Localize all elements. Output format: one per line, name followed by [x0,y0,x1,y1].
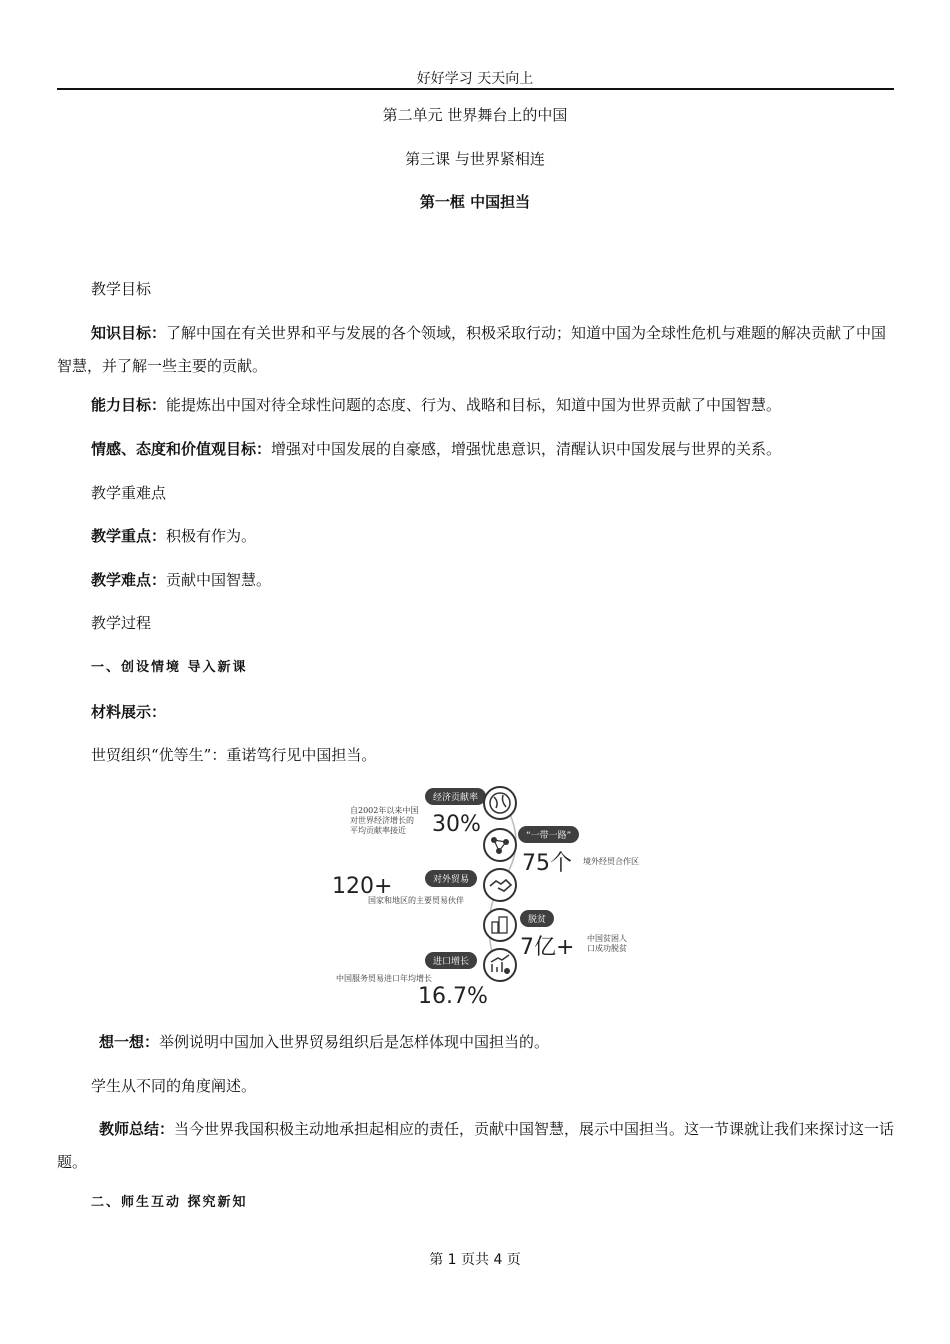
import-value: 16.7% [418,984,488,1009]
think-question [57,1026,895,1059]
header-divider [57,88,894,90]
material-label: 材料展示： [91,703,167,721]
summary-text: 当今世界我国积极主动地承担起相应的责任，贡献中国智慧，展示中国担当。这一节课就让我们来探讨这一话题。 [57,1120,895,1171]
frame-title: 第一框 中国担当 [419,193,531,211]
think-text: 举例说明中国加入世界贸易组织后是怎样体现中国担当的。 [159,1033,550,1051]
summary-label: 教师总结： [99,1120,175,1138]
belt-pill: “一带一路” [518,826,579,843]
belt-desc: 境外经贸合作区 [583,857,639,866]
econ-desc-2: 对世界经济增长的 [350,816,414,825]
econ-desc-3: 平均贡献率接近 [350,826,406,835]
page-header-title: 好好学习 天天向上 [416,71,534,87]
poverty-value: 7亿+ [520,935,575,960]
think-label: 想一想： [99,1033,160,1051]
ability-objective [57,389,895,422]
difficulty-point [57,564,895,597]
difficulty-label: 教学难点： [91,571,167,589]
emotion-label: 情感、态度和价值观目标： [91,440,272,458]
knowledge-objective [57,317,895,383]
focus-text: 积极有作为。 [166,527,257,545]
trade-desc: 国家和地区的主要贸易伙伴 [368,896,464,905]
econ-desc-1: 自2002年以来中国 [350,806,419,815]
econ-value: 30% [432,812,481,837]
ability-label: 能力目标： [91,396,167,414]
belt-value: 75个 [522,851,572,876]
ability-text: 能提炼出中国对待全球性问题的态度、行为、战略和目标，知道中国为世界贡献了中国智慧。 [166,396,782,414]
knowledge-text: 了解中国在有关世界和平与发展的各个领域，积极采取行动；知道中国为全球性危机与难题的解决贡献了中国智慧，并了解一些主要的贡献。 [57,324,887,375]
growth-chart-icon [483,948,517,982]
difficulty-text: 贡献中国智慧。 [166,571,272,589]
section-1-heading: 一、创设情境 导入新课 [91,660,248,675]
poverty-pill: 脱贫 [520,910,554,927]
lesson-title: 第三课 与世界紧相连 [405,150,545,168]
wto-infographic [330,782,660,1010]
emotion-objective [57,433,895,466]
trade-value: 120+ [332,874,393,899]
objectives-heading: 教学目标 [91,280,152,298]
focus-point [57,520,895,553]
poverty-desc-2: 口成功脱贫 [587,944,627,953]
teacher-summary [57,1113,895,1179]
import-pill: 进口增长 [425,952,477,969]
emotion-text: 增强对中国发展的自豪感，增强忧患意识，清醒认识中国发展与世界的关系。 [271,440,782,458]
unit-title: 第二单元 世界舞台上的中国 [382,106,568,124]
handshake-icon [483,868,517,902]
trade-pill: 对外贸易 [425,870,477,887]
section-2-heading: 二、师生互动 探究新知 [91,1195,248,1210]
econ-pill: 经济贡献率 [425,788,486,805]
knowledge-label: 知识目标： [91,324,167,342]
focus-label: 教学重点： [91,527,167,545]
network-icon [483,828,517,862]
students-response: 学生从不同的角度阐述。 [91,1077,257,1095]
material-text: 世贸组织“优等生”：重诺笃行见中国担当。 [91,746,377,764]
poverty-desc-1: 中国贫困人 [587,934,627,943]
process-heading: 教学过程 [91,614,152,632]
buildings-icon [483,908,517,942]
keypoints-heading: 教学重难点 [91,484,167,502]
import-desc: 中国服务贸易进口年均增长 [336,974,432,983]
material-label-line [57,696,895,729]
globe-icon [483,786,517,820]
page-number: 第 1 页共 4 页 [429,1252,521,1268]
